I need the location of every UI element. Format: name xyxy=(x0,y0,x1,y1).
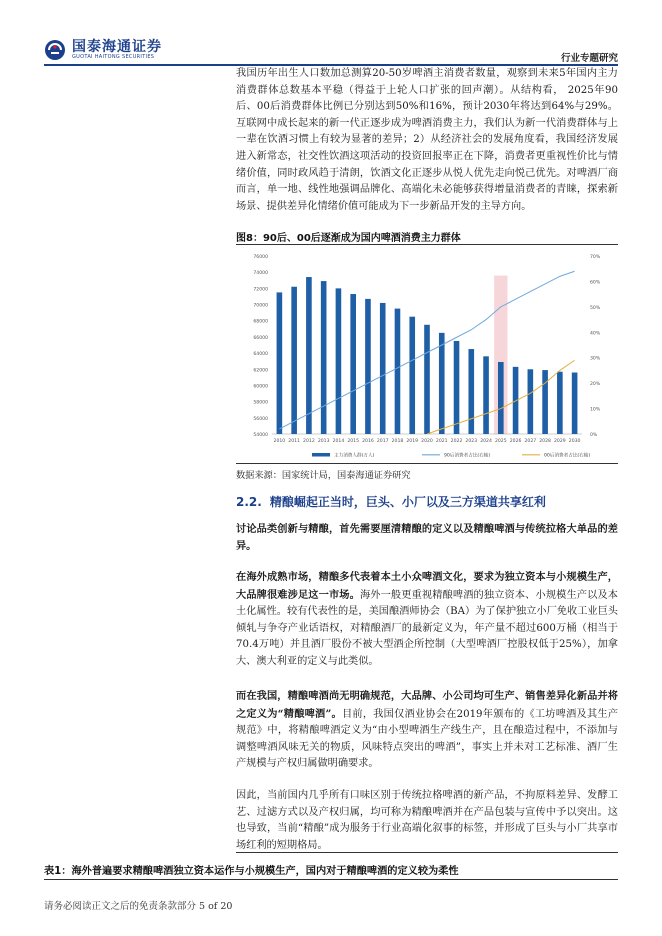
x-tick-label: 2016 xyxy=(362,439,374,444)
x-tick-label: 2012 xyxy=(303,439,315,444)
left-tick-label: 68000 xyxy=(253,319,268,325)
x-tick-label: 2020 xyxy=(421,439,433,444)
bar-2011 xyxy=(291,287,297,434)
page-header xyxy=(0,0,662,66)
bar-2028 xyxy=(542,370,548,434)
bar-2015 xyxy=(350,294,356,434)
x-tick-label: 2010 xyxy=(273,439,286,444)
legend-label: 90后消费者占比(右轴) xyxy=(444,453,491,459)
company-logo xyxy=(44,38,162,62)
legend-label: 主力消费人群(万人) xyxy=(334,453,375,459)
logo-text-cn: 国泰海通证券 xyxy=(72,39,162,55)
bar-2010 xyxy=(277,292,283,434)
bar-2022 xyxy=(454,341,460,434)
table-divider xyxy=(44,879,618,880)
left-tick-label: 56000 xyxy=(253,416,268,422)
x-tick-label: 2015 xyxy=(347,439,360,444)
x-tick-label: 2025 xyxy=(494,439,507,444)
x-tick-label: 2022 xyxy=(450,439,463,444)
logo-icon xyxy=(44,39,66,61)
left-tick-label: 66000 xyxy=(253,335,268,341)
left-tick-label: 62000 xyxy=(253,368,268,374)
right-tick-label: 50% xyxy=(590,305,601,311)
left-tick-label: 54000 xyxy=(253,433,268,438)
left-tick-label: 70000 xyxy=(253,303,268,309)
table-title: 表1：海外普遍要求精酿啤酒独立资本运作与小规模生产，国内对于精酿啤酒的定义较为柔性 xyxy=(44,866,459,877)
body-paragraph-1: 我国历年出生人口数加总测算20-50岁啤酒主消费者数量，观察到未来5年国内主力消费群体总数基本平稳（得益于上轮人口扩张的回声潮）。从结构看， 2025年90后、00后消费群体比例已分别达到50%和16%，预计2030年将达到64%与29%。互联网中成长起来的新一代正逐步成为啤酒消费主力，我们认为新一代消费群体与上一辈在饮酒习惯上有较为显著的差异；2）从经济社会的发展角度看，我国经济发展进入新常态，社交性饮酒这项活动的投资回报率正在下降，消费者更重视性价比与情绪价值，同时政风趋于清朗，饮酒文化正逐步从悦人优先走向悦己优先。对啤酒厂商而言，单一地、线性地强调品牌化、高端化未必能够获得增量消费者的青睐，探索新场景、提供差异化情绪价值可能成为下一步新品开发的主导方向。 xyxy=(236,68,618,212)
legend-label: 00后消费者占比(右轴) xyxy=(544,453,591,459)
bar-2023 xyxy=(468,349,474,434)
bar-2018 xyxy=(395,309,401,434)
bar-2027 xyxy=(528,369,534,434)
body-paragraph-2: 讨论品类创新与精酿，首先需要厘清精酿的定义以及精酿啤酒与传统拉格大单品的差异。 xyxy=(236,523,618,552)
x-tick-label: 2029 xyxy=(554,439,566,444)
x-tick-label: 2014 xyxy=(332,439,345,444)
bar-2024 xyxy=(483,356,489,434)
bar-2020 xyxy=(424,325,430,434)
figure-title: 图8：90后、00后逐渐成为国内啤酒消费主力群体 xyxy=(236,233,461,244)
right-tick-label: 10% xyxy=(590,407,601,413)
figure-bottom-divider xyxy=(236,463,618,464)
logo-text-en: GUOTAI HAITONG SECURITIES xyxy=(72,54,155,60)
x-tick-label: 2011 xyxy=(288,439,300,444)
left-tick-label: 60000 xyxy=(253,384,268,390)
x-tick-label: 2023 xyxy=(465,439,478,444)
left-tick-label: 72000 xyxy=(253,287,268,293)
paragraph-3-lead: 在海外成熟市场，精酿多代表着本土小众啤酒文化，要求为独立资本与小规模生产，大品牌很难涉足这一市场。 xyxy=(236,571,618,601)
right-tick-label: 60% xyxy=(590,280,601,286)
left-tick-label: 58000 xyxy=(253,400,268,406)
section-title: 精酿崛起正当时，巨头、小厂以及三方渠道共享红利 xyxy=(269,495,546,509)
bar-2021 xyxy=(439,333,445,434)
bar-2019 xyxy=(409,317,415,434)
bar-2017 xyxy=(380,303,386,434)
left-tick-label: 74000 xyxy=(253,271,268,277)
figure-top-divider xyxy=(236,244,618,245)
right-tick-label: 20% xyxy=(590,382,601,388)
x-tick-label: 2018 xyxy=(391,439,404,444)
x-tick-label: 2017 xyxy=(376,439,389,444)
chart-svg xyxy=(236,246,618,464)
report-type-label: 行业专题研究 xyxy=(560,53,618,64)
x-tick-label: 2013 xyxy=(317,439,330,444)
bar-2012 xyxy=(306,277,312,434)
x-tick-label: 2030 xyxy=(568,439,581,444)
left-tick-label: 76000 xyxy=(253,255,268,260)
paragraph-underline xyxy=(236,852,618,853)
right-tick-label: 70% xyxy=(590,255,601,260)
x-tick-label: 2021 xyxy=(435,439,448,444)
section-number: 2.2. xyxy=(236,495,262,509)
body-paragraph-4 xyxy=(236,688,618,773)
consumer-chart xyxy=(236,246,618,464)
bar-2014 xyxy=(336,288,342,434)
paragraph-4-text: 目前，我国仅酒业协会在2019年颁布的《工坊啤酒及其生产规范》中，将精酿啤酒定义为“由小型啤酒生产线生产，且在酿造过程中，不添加与调整啤酒风味无关的物质，风味特点突出的啤酒”，事实上并未对工艺标准、酒厂生产规模与产权归属做明确要求。 xyxy=(236,708,619,770)
x-tick-label: 2028 xyxy=(539,439,551,444)
paragraph-3-text: 海外一般更重视精酿啤酒的独立资本、小规模生产以及本土化属性。较有代表性的是，美国酿酒师协会（BA）为了保护独立小厂免收工业巨头倾轧与争夺产业话语权，对精酿酒厂的最新定义为，年产量不超过600万桶（相当于70.4万吨）并且酒厂股份不被大型酒企所控制（大型啤酒厂控股权低于25%），加拿大、澳大利亚的定义与此类似。 xyxy=(236,589,618,667)
legend-swatch-bar xyxy=(312,453,330,457)
x-tick-label: 2019 xyxy=(406,439,419,444)
bar-2013 xyxy=(321,281,327,434)
right-tick-label: 40% xyxy=(590,331,601,337)
right-tick-label: 0% xyxy=(590,433,598,438)
figure-source: 数据来源：国家统计局，国泰海通证券研究 xyxy=(236,470,411,481)
body-paragraph-5: 因此，当前国内几乎所有口味区别于传统拉格啤酒的新产品，不拘原料差异、发酵工艺、过滤方式以及产权归属，均可称为精酿啤酒并在产品包装与宣传中予以突出。这也导致，当前“精酿”成为服务于行业高端化叙事的标签，并形成了巨头与小厂共享市场红利的短期格局。 xyxy=(236,790,618,851)
bar-2030 xyxy=(572,373,578,434)
bar-2025 xyxy=(498,362,504,434)
left-tick-label: 64000 xyxy=(253,352,268,358)
section-heading xyxy=(236,493,546,510)
x-tick-label: 2024 xyxy=(480,439,492,444)
bar-2029 xyxy=(557,372,563,434)
x-tick-label: 2027 xyxy=(524,439,537,444)
body-paragraph-3 xyxy=(236,569,618,671)
right-tick-label: 30% xyxy=(590,356,601,362)
paragraph-4-lead: 而在我国，精酿啤酒尚无明确规范，大品牌、小公司均可生产、销售差异化新品并将之定义为“精酿啤酒”。 xyxy=(236,690,618,720)
page-footer: 请务必阅读正文之后的免责条款部分 5 of 20 xyxy=(44,901,233,912)
x-tick-label: 2026 xyxy=(509,439,522,444)
bar-2016 xyxy=(365,299,371,434)
